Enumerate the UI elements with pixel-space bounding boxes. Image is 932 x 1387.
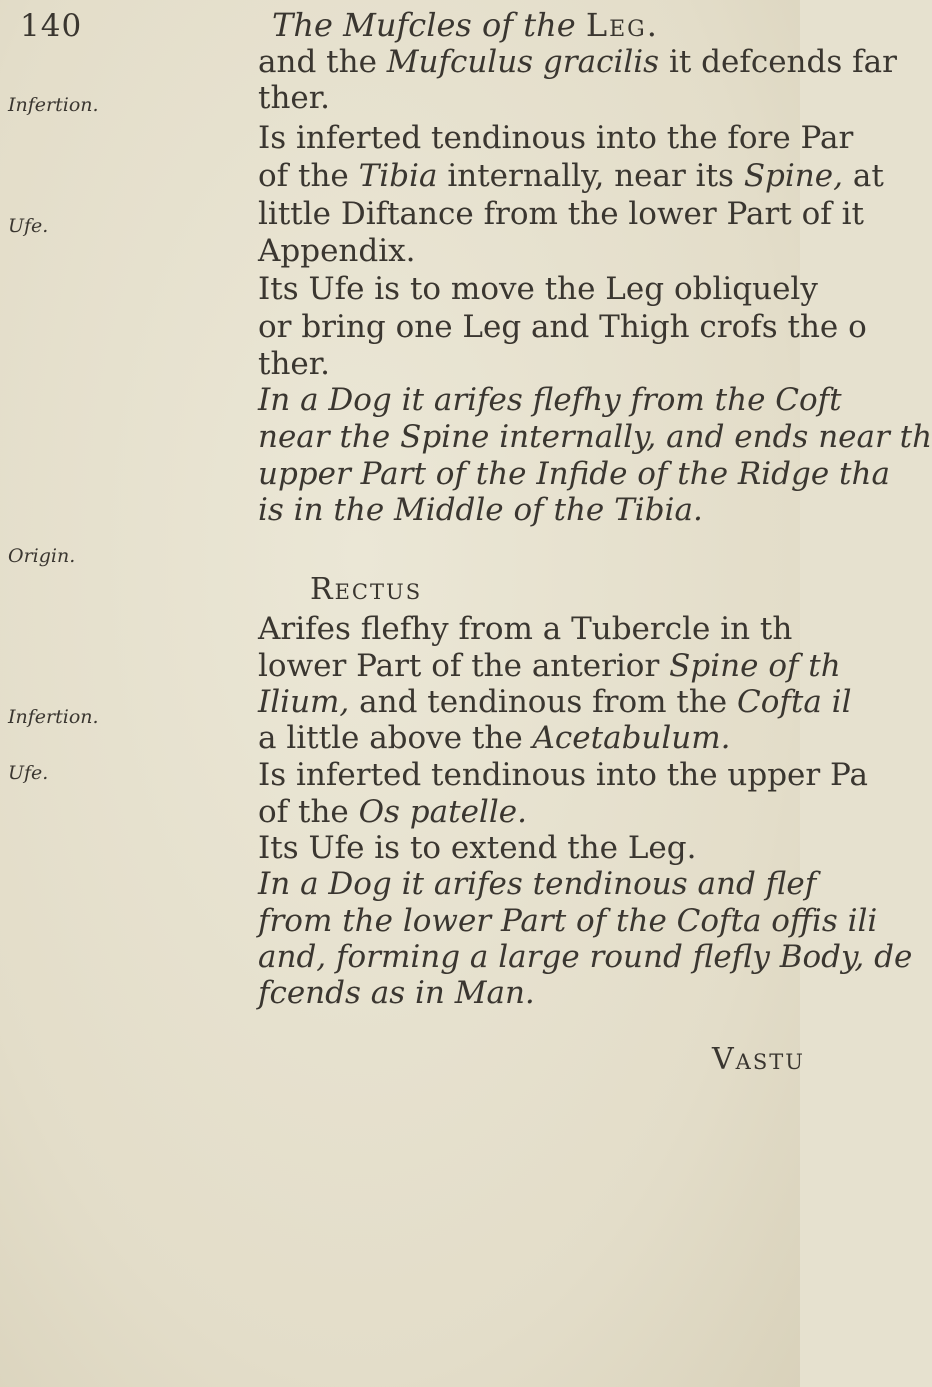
text-line: a little above the Acetabulum.: [258, 720, 731, 756]
text-line: ther.: [258, 80, 331, 116]
running-head: [272, 6, 659, 44]
text-line: of the Tibia internally, near its Spine, at: [258, 158, 884, 194]
text-line: is in the Middle of the Tibia.: [258, 492, 703, 528]
text-line: Its Ufe is to move the Leg obliquely: [258, 271, 818, 307]
text-line: Arifes flefhy from a Tubercle in th: [258, 611, 793, 647]
section-heading: Rectus: [310, 572, 423, 607]
margin-note-origin: Origin.: [8, 545, 76, 567]
text-line: of the Os patelle.: [258, 794, 527, 830]
margin-note-insertion: Infertion.: [8, 706, 99, 728]
text-line: lower Part of the anterior Spine of th: [258, 648, 841, 684]
text-line: and the Mufculus gracilis it defcends far: [258, 44, 897, 80]
text-line: or bring one Leg and Thigh crofs the o: [258, 309, 867, 345]
text-line: fcends as in Man.: [258, 975, 535, 1011]
text-line: Is inferted tendinous into the fore Par: [258, 120, 854, 156]
text-line: upper Part of the Infide of the Ridge tha: [258, 456, 890, 492]
text-line: near the Spine internally, and ends near th: [258, 419, 932, 455]
running-head-leg: Leg.: [585, 6, 659, 44]
page-number: 140: [20, 8, 83, 44]
catchword: Vastu: [712, 1042, 805, 1077]
text-line: Its Ufe is to extend the Leg.: [258, 830, 697, 866]
text-line: Is inferted tendinous into the upper Pa: [258, 757, 869, 793]
margin-note-insertion: Infertion.: [8, 94, 99, 116]
text-line: ther.: [258, 346, 331, 382]
text-line: In a Dog it arifes tendinous and flef: [258, 866, 817, 902]
text-line: Appendix.: [258, 233, 416, 269]
text-line: In a Dog it arifes flefhy from the Coft: [258, 382, 842, 418]
text-line: little Diftance from the lower Part of it: [258, 196, 864, 232]
margin-note-use: Ufe.: [8, 762, 49, 784]
running-head-text: The Mufcles of the: [272, 6, 586, 44]
text-line: from the lower Part of the Cofta offis ili: [258, 903, 878, 939]
text-line: and, forming a large round flefly Body, de: [258, 939, 913, 975]
text-line: Ilium, and tendinous from the Cofta il: [258, 684, 852, 720]
margin-note-use: Ufe.: [8, 215, 49, 237]
